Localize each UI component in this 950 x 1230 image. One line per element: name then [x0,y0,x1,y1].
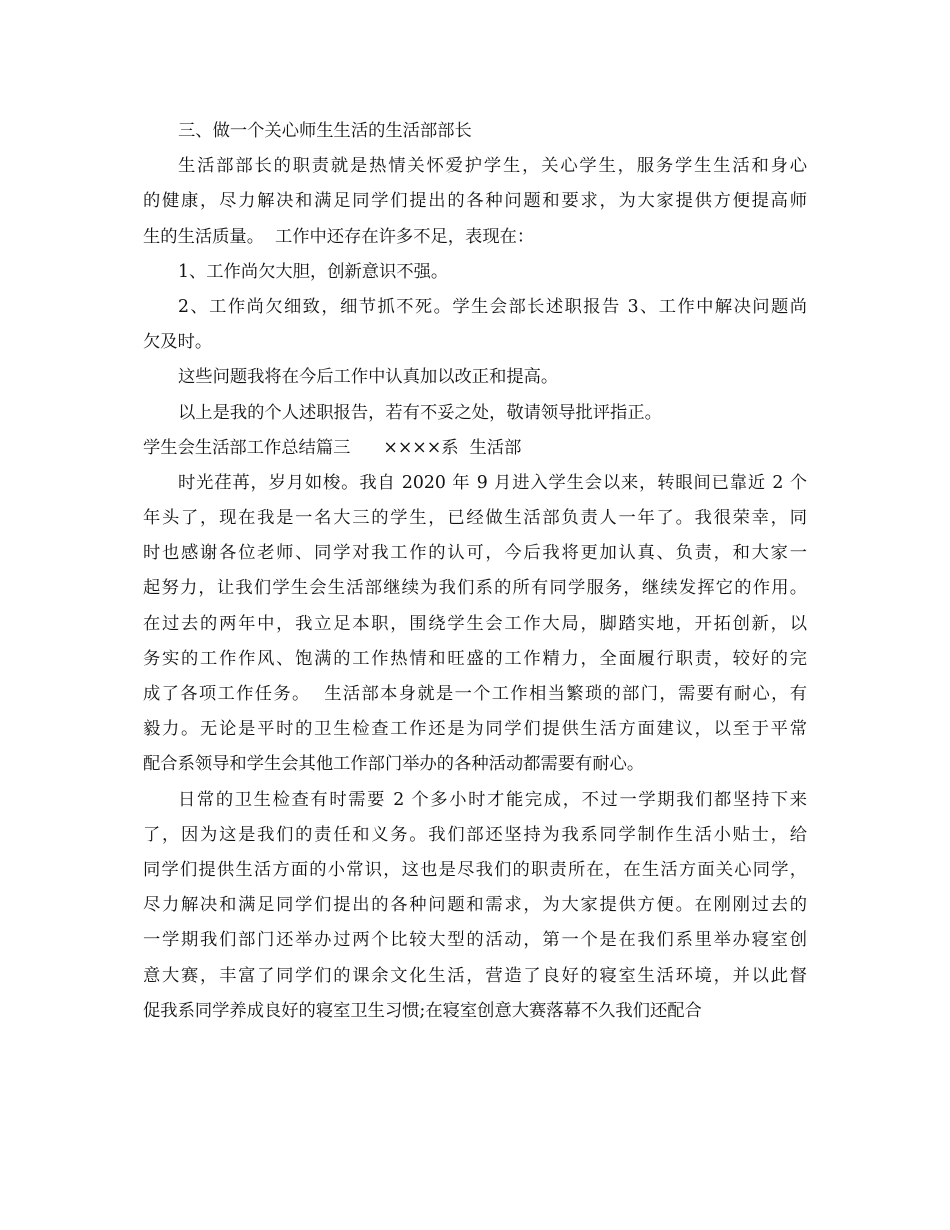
paragraph-line: 以上是我的个人述职报告，若有不妥之处，敬请领导批评指正。 [178,402,662,423]
paragraph-line: 年头了，现在我是一名大三的学生，已经做生活部负责人一年了。我很荣幸，同 [143,508,807,529]
paragraph-line: 生活部部长的职责就是热情关怀爱护学生，关心学生，服务学生生活和身心 [178,156,807,177]
list-item: 1、工作尚欠大胆，创新意识不强。 [178,261,449,282]
paragraph-line: 务实的工作作风、饱满的工作热情和旺盛的工作精力，全面履行职责，较好的完 [143,648,807,669]
paragraph-line: 时也感谢各位老师、同学对我工作的认可，今后我将更加认真、负责，和大家一 [143,543,807,564]
paragraph-line: 的健康，尽力解决和满足同学们提出的各种问题和要求，为大家提供方便提高师 [143,191,807,212]
paragraph-line: 毅力。无论是平时的卫生检查工作还是为同学们提供生活方面建议，以至于平常 [143,719,807,740]
list-item: 2、工作尚欠细致，细节抓不死。学生会部长述职报告 3、工作中解决问题尚 [178,296,807,317]
paragraph-line: 起努力，让我们学生会生活部继续为我们系的所有同学服务，继续发挥它的作用。 [143,578,807,599]
paragraph-line: 同学们提供生活方面的小常识，这也是尽我们的职责所在，在生活方面关心同学， [143,859,807,880]
document-page [143,114,807,1029]
paragraph-line: 尽力解决和满足同学们提出的各种问题和需求，为大家提供方便。在刚刚过去的 [143,895,807,916]
paragraph-line: 意大赛，丰富了同学们的课余文化生活，营造了良好的寝室生活环境，并以此督 [143,965,807,986]
paragraph-line: 时光荏苒，岁月如梭。我自 2020 年 9 月进入学生会以来，转眼间已靠近 2 个 [178,472,807,493]
section-heading: 三、做一个关心师生生活的生活部部长 [178,121,472,141]
paragraph-line: 一学期我们部门还举办过两个比较大型的活动，第一个是在我们系里举办寝室创 [143,930,807,951]
paragraph-line: 在过去的两年中，我立足本职，围绕学生会工作大局，脚踏实地，开拓创新，以 [143,613,807,634]
paragraph-line: 欠及时。 [143,332,213,353]
paragraph-line: 了，因为这是我们的责任和义务。我们部还坚持为我系同学制作生活小贴士，给 [143,824,807,845]
paragraph-line: 这些问题我将在今后工作中认真加以改正和提高。 [178,367,559,388]
paragraph-line: 配合系领导和学生会其他工作部门举办的各种活动都需要有耐心。 [143,754,645,775]
paragraph-line: 生的生活质量。 工作中还存在许多不足，表现在： [143,226,535,247]
article-title: 学生会生活部工作总结篇三 ××××系 生活部 [143,437,522,458]
paragraph-line: 日常的卫生检查有时需要 2 个多小时才能完成，不过一学期我们都坚持下来 [178,789,807,810]
paragraph-line: 促我系同学养成良好的寝室卫生习惯;在寝室创意大赛落幕不久我们还配合 [143,1000,702,1021]
paragraph-line: 成了各项工作任务。 生活部本身就是一个工作相当繁琐的部门，需要有耐心，有 [143,684,807,704]
